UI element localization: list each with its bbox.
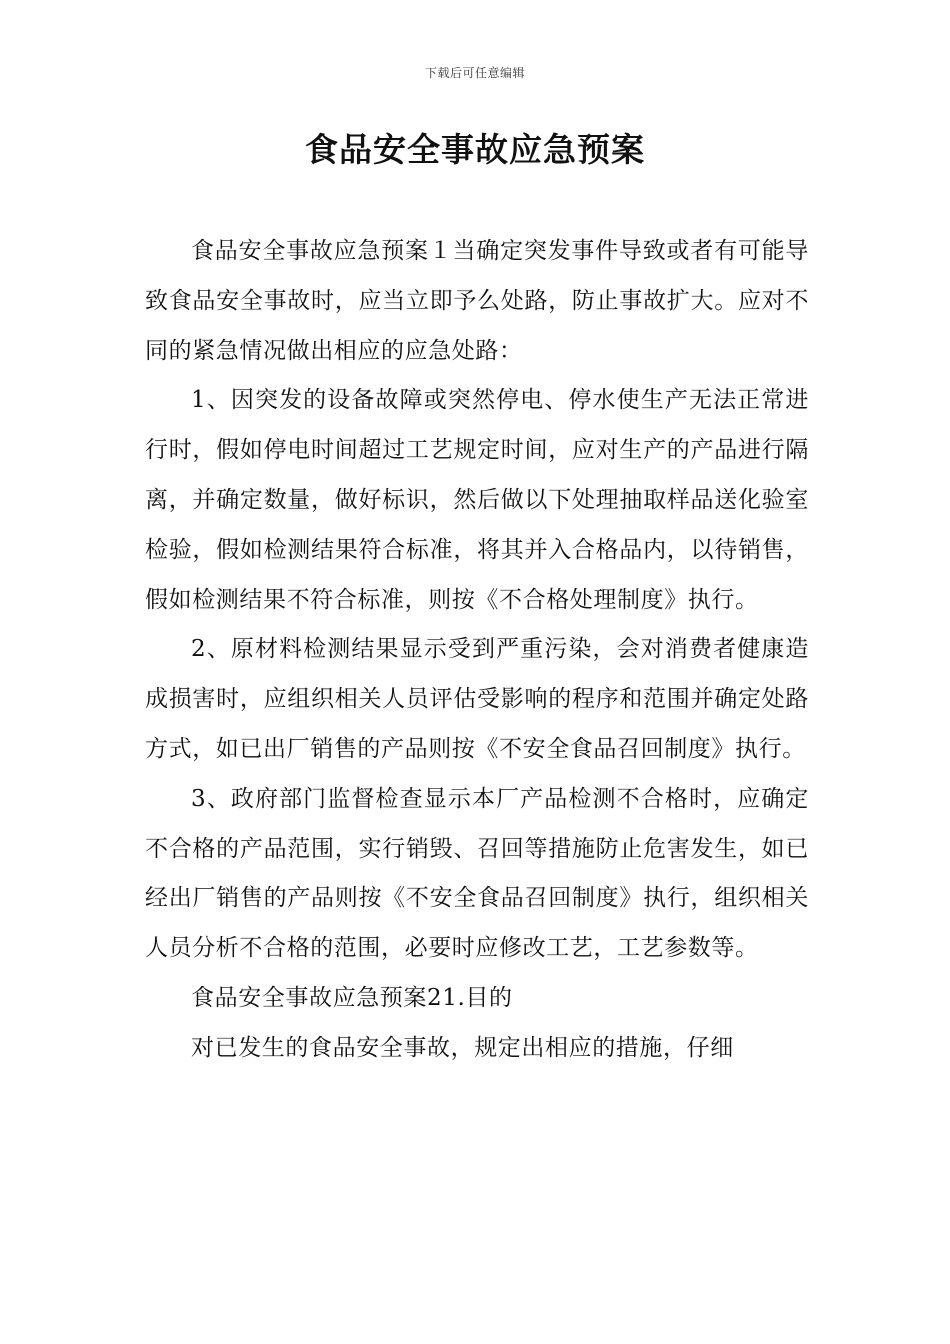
paragraph-item-1: 1、因突发的设备故障或突然停电、停水使生产无法正常进行时，假如停电时间超过工艺规定时间，应对生产的产品进行隔离，并确定数量，做好标识，然后做以下处理抽取样品送化验室检验，假如检测结果符合标准，将其并入合格品内，以待销售，假如检测结果不符合标准，则按《不合格处理制度》执行。 xyxy=(145,387,809,613)
paragraph-section-2-body: 对已发生的食品安全事故，规定出相应的措施，仔细 xyxy=(191,1034,734,1061)
paragraph-item-2: 2、原材料检测结果显示受到严重污染，会对消费者健康造成损害时，应组织相关人员评估受影响的程序和范围并确定处路方式，如已出厂销售的产品则按《不安全食品召回制度》执行。 xyxy=(145,636,809,762)
document-body xyxy=(145,227,809,1074)
header-note: 下载后可任意编辑 xyxy=(424,66,525,80)
paragraph-item-3: 3、政府部门监督检查显示本厂产品检测不合格时，应确定不合格的产品范围，实行销毁、召回等措施防止危害发生，如已经出厂销售的产品则按《不安全食品召回制度》执行，组织相关人员分析不合格的范围，必要时应修改工艺，工艺参数等。 xyxy=(145,785,809,962)
document-title: 食品安全事故应急预案 xyxy=(305,130,645,169)
paragraph-section-2-heading: 食品安全事故应急预案21.目的 xyxy=(191,984,513,1011)
paragraph-intro: 食品安全事故应急预案１当确定突发事件导致或者有可能导致食品安全事故时，应当立即予么处路，防止事故扩大。应对不同的紧急情况做出相应的应急处路： xyxy=(145,238,809,364)
